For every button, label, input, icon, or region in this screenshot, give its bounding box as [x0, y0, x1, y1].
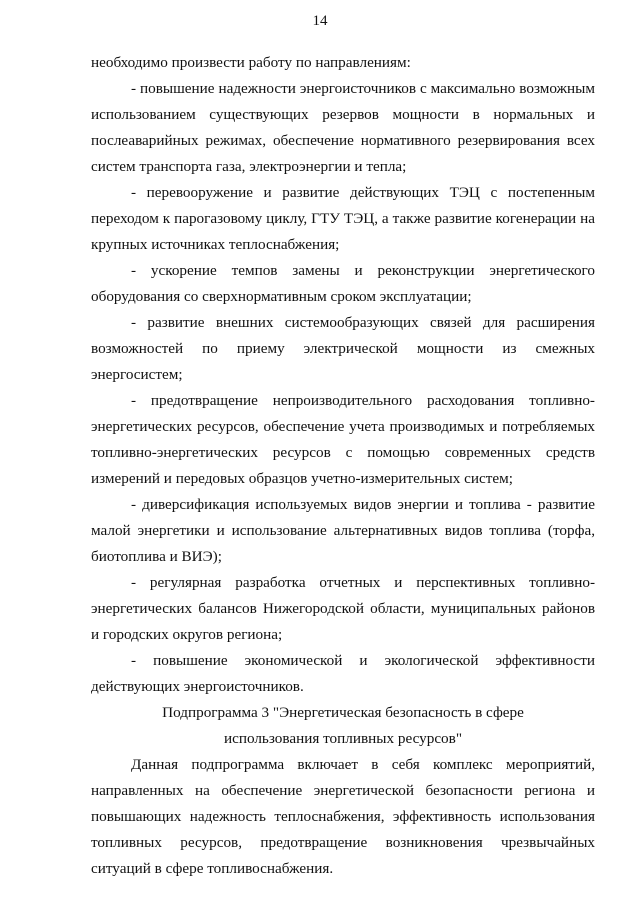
list-item: - диверсификация используемых видов энергии и топлива - развитие малой энергетики и использование альтернативных видов топлива (торфа, биотоплива и ВИЭ); — [91, 496, 595, 565]
section-heading-line-2: использования топливных ресурсов" — [223, 730, 463, 747]
list-item: - перевооружение и развитие действующих ТЭЦ с постепенным переходом к парогазовому циклу, ГТУ ТЭЦ, а также развитие когенерации на крупных источниках теплоснабжения; — [91, 184, 595, 253]
list-item: - регулярная разработка отчетных и перспективных топливно-энергетических балансов Нижегородской области, муниципальных районов и городских округов региона; — [91, 574, 595, 643]
section-heading-line-1: Подпрограмма 3 "Энергетическая безопасность в сфере — [162, 704, 524, 721]
list-item: - ускорение темпов замены и реконструкции энергетического оборудования со сверхнормативным сроком эксплуатации; — [91, 262, 595, 305]
list-item: - повышение экономической и экологической эффективности действующих энергоисточников. — [91, 652, 595, 695]
page-body — [91, 50, 595, 882]
list-item: - предотвращение непроизводительного расходования топливно-энергетических ресурсов, обеспечение учета производимых и потребляемых топливно-энергетических ресурсов с помощью современных средств измерений и передовых образцов учетно-измерительных систем; — [91, 392, 595, 487]
lead-paragraph: необходимо произвести работу по направлениям: — [91, 54, 411, 71]
list-item: - повышение надежности энергоисточников с максимально возможным использованием существующих резервов мощности в нормальных и послеаварийных режимах, обеспечение нормативного резервирования всех систем транспорта газа, электроэнергии и тепла; — [91, 80, 595, 175]
page-number: 14 — [312, 13, 328, 29]
list-item: - развитие внешних системообразующих связей для расширения возможностей по приему электрической мощности из смежных энергосистем; — [91, 314, 595, 383]
closing-paragraph: Данная подпрограмма включает в себя комплекс мероприятий, направленных на обеспечение энергетической безопасности региона и повышающих надежность теплоснабжения, эффективность использования топливных ресурсов, предотвращение возникновения чрезвычайных ситуаций в сфере топливоснабжения. — [91, 756, 595, 877]
